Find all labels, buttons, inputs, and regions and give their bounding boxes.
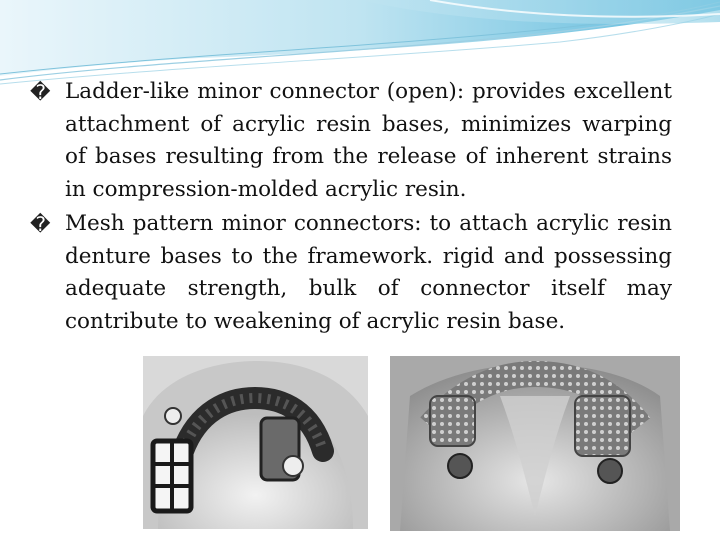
bullet-icon: � (30, 80, 51, 104)
paragraph-text: Mesh pattern minor connectors: to attach acrylic resin denture bases to the framework. rigid and possessing adequate strength, bulk of connector itself may contribute to weakening of acrylic resin base. (65, 211, 672, 334)
paragraph-mesh-connector (30, 208, 672, 338)
ladder-connector-photo-icon (143, 356, 368, 529)
mesh-connector-photo-icon (390, 356, 680, 531)
slide-content (30, 76, 672, 340)
paragraph-text: Ladder-like minor connector (open): provides excellent attachment of acrylic resin bases, minimizes warping of bases resulting from the release of inherent strains in compression-molded acrylic resin. (65, 79, 672, 202)
bullet-icon: � (30, 212, 51, 236)
paragraph-ladder-connector (30, 76, 672, 206)
